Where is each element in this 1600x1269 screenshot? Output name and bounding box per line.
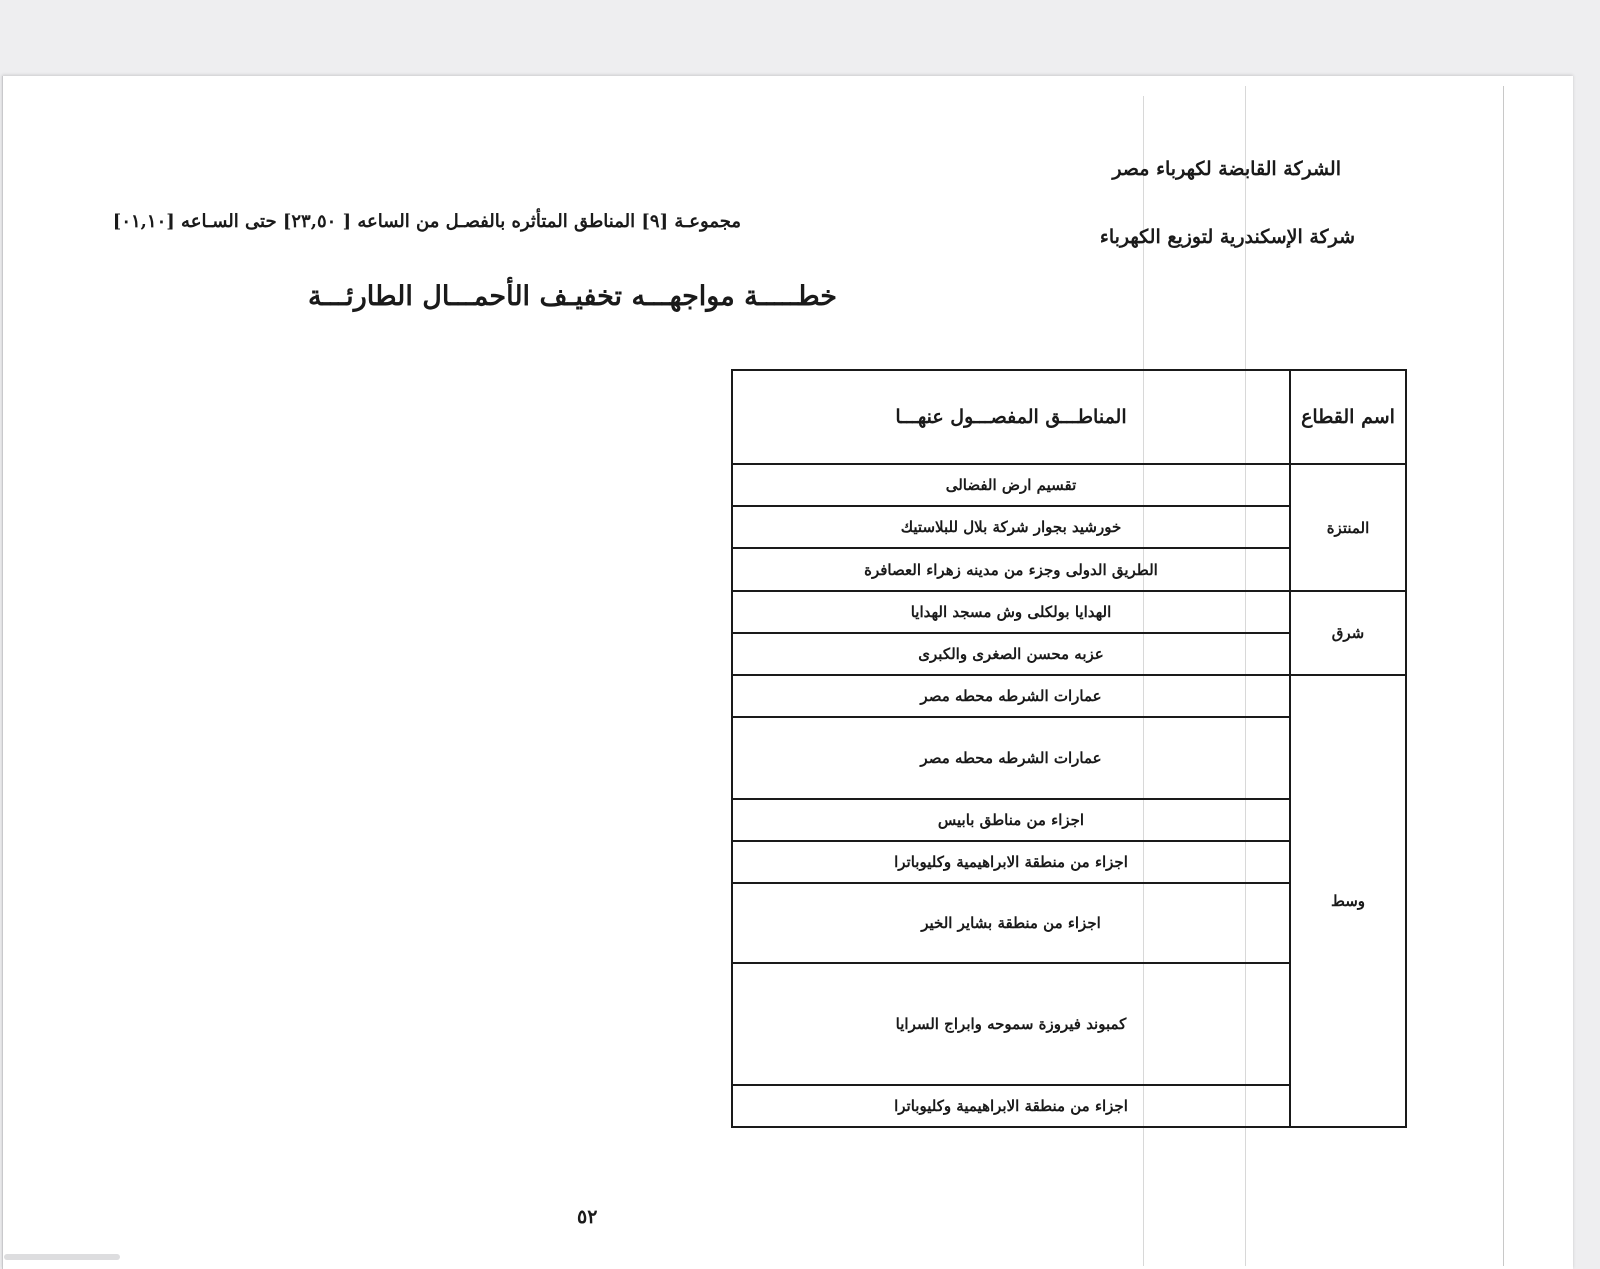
column-header-sector: اسم القطاع xyxy=(1290,370,1406,464)
company-holding-name: الشركة القابضة لكهرباء مصر xyxy=(1112,158,1341,180)
area-cell: اجزاء من منطقة الابراهيمية وكليوباترا xyxy=(732,841,1290,883)
area-cell: عمارات الشرطه محطه مصر xyxy=(732,717,1290,799)
area-cell: الهدايا بولكلى وش مسجد الهدايا xyxy=(732,591,1290,633)
scroll-indicator[interactable] xyxy=(4,1254,120,1260)
sector-cell: وسط xyxy=(1290,675,1406,1127)
page-number: ٥٢ xyxy=(577,1206,598,1228)
disconnected-areas-table xyxy=(731,369,1407,1128)
table-row xyxy=(732,591,1406,633)
sector-cell: المنتزة xyxy=(1290,464,1406,591)
table-header-row xyxy=(732,370,1406,464)
area-cell: عزبه محسن الصغرى والكبرى xyxy=(732,633,1290,675)
group-schedule-line: مجموعـة [٩] المناطق المتأثره بالفصـل من الساعه [ ٢٣,٥٠] حتى السـاعه [٠١,١٠] xyxy=(112,211,741,232)
column-header-areas: المناطـــق المفصـــول عنهـــا xyxy=(732,370,1290,464)
table-row xyxy=(732,675,1406,717)
area-cell: اجزاء من منطقة بشاير الخير xyxy=(732,883,1290,963)
area-cell: اجزاء من مناطق بابيس xyxy=(732,799,1290,841)
area-cell: كمبوند فيروزة سموحه وابراج السرايا xyxy=(732,963,1290,1085)
scan-artifact-line xyxy=(1503,86,1504,1266)
area-cell: خورشيد بجوار شركة بلال للبلاستيك xyxy=(732,506,1290,548)
area-cell: عمارات الشرطه محطه مصر xyxy=(732,675,1290,717)
area-cell: اجزاء من منطقة الابراهيمية وكليوباترا xyxy=(732,1085,1290,1127)
document-page xyxy=(2,76,1573,1269)
company-distribution-name: شركة الإسكندرية لتوزيع الكهرباء xyxy=(1099,226,1355,248)
table-row xyxy=(732,464,1406,506)
plan-title: خطـــــة مواجهـــه تخفيـف الأحمـــال الطارئـــة xyxy=(307,281,837,312)
area-cell: الطريق الدولى وجزء من مدينه زهراء العصافرة xyxy=(732,548,1290,591)
area-cell: تقسيم ارض الفضالى xyxy=(732,464,1290,506)
sector-cell: شرق xyxy=(1290,591,1406,675)
